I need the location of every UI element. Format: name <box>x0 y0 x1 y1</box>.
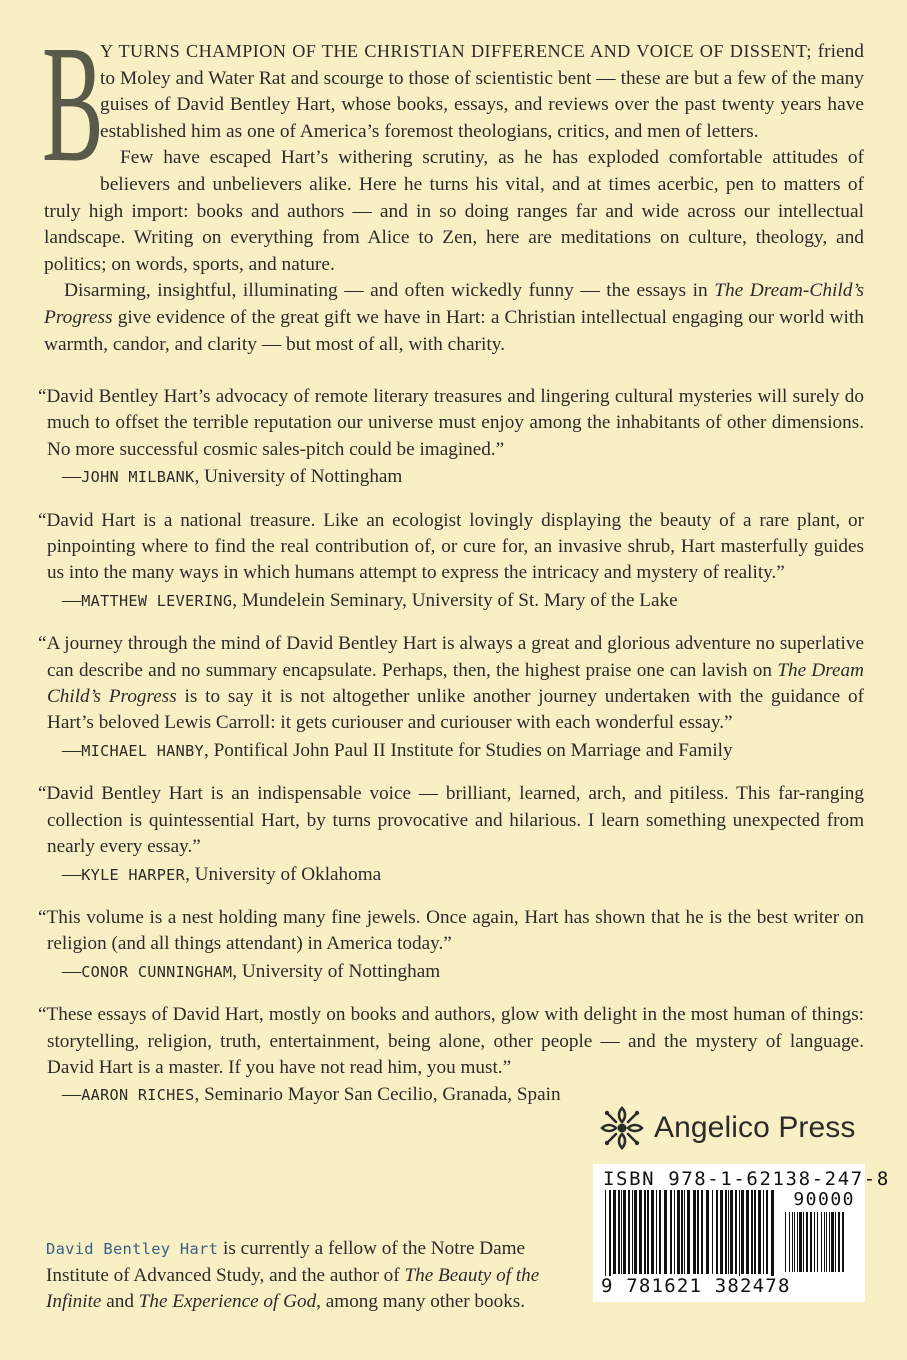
barcode-bar <box>712 1190 713 1274</box>
barcode-bar <box>754 1190 756 1274</box>
barcode-bar <box>623 1190 626 1274</box>
barcode-bar <box>730 1190 733 1274</box>
barcode-bar <box>634 1190 637 1274</box>
intro-paragraph-2: Few have escaped Hart’s withering scrutiny, as he has exploded comfortable attitudes of believers and unbelievers alike. Here he turns his vital, and at times acerbic, pen to matters of truly high import: books and authors — and in so doing ranges far and wide across our intellectual landscape. Writing on everything from Alice to Zen, here are meditations on culture, theology, and politics; on words, sports, and nature. <box>44 147 864 275</box>
barcode-bar <box>674 1190 675 1274</box>
barcode-bar <box>758 1190 761 1274</box>
barcode-bar <box>835 1212 836 1272</box>
author-name: David Bentley Hart <box>46 1240 219 1258</box>
barcode-bar <box>621 1190 622 1274</box>
endorsement-text-b: is to say it is not altogether unlike another journey undertaken with the guidance of Hart’s beloved Lewis Carroll: it gets curiouser and curiouser with each wonderful essay.” <box>47 686 864 734</box>
barcode-bar <box>716 1190 718 1274</box>
book-title: The Dream-Child’s Progress <box>44 280 864 328</box>
bio-text-a: is currently a fellow of the Notre Dame Institute of Advanced Study, and the author of <box>46 1238 526 1286</box>
endorsement <box>38 508 864 615</box>
attribution-dash: — <box>62 960 82 982</box>
endorsement <box>38 781 864 888</box>
barcode-bar <box>803 1212 804 1272</box>
endorsement-text: “This volume is a nest holding many fine jewels. Once again, Hart has shown that he is the best writer on religion (and all things attendant) in America today.” <box>38 906 864 955</box>
barcode-bar <box>763 1190 764 1274</box>
barcode-bar <box>681 1190 683 1274</box>
isbn-barcode <box>593 1164 890 1302</box>
barcode-bar <box>824 1212 825 1272</box>
barcode-bar <box>739 1190 740 1278</box>
endorsement <box>38 631 864 764</box>
barcode-bar <box>771 1190 774 1278</box>
endorser-affiliation: , Mundelein Seminary, University of St. Mary of the Lake <box>232 589 678 611</box>
barcode-bar <box>746 1190 749 1274</box>
barcode-bar <box>677 1190 680 1274</box>
barcode-bar <box>728 1190 729 1274</box>
barcode-bar <box>806 1212 808 1272</box>
intro-paragraph-3-b: give evidence of the great gift we have in Hart: a Christian intellectual engaging our world with warmth, candor, and clarity — but most of all, with charity. <box>44 306 864 355</box>
endorser-affiliation: , University of Nottingham <box>232 960 441 982</box>
bio-book-2: The Experience of God <box>138 1291 317 1313</box>
bio-text-c: , among many other books. <box>316 1291 526 1313</box>
barcode-bar <box>651 1190 654 1274</box>
barcode-bar <box>609 1190 611 1278</box>
endorsement <box>38 1002 864 1109</box>
endorsement-attribution <box>38 959 864 985</box>
ean-number: 9 781621 382478 <box>601 1275 791 1297</box>
barcode-bar <box>659 1190 661 1274</box>
barcode-bar <box>706 1190 709 1274</box>
barcode-bar <box>720 1190 723 1274</box>
barcode-bar <box>829 1212 830 1272</box>
endorsement-text: “David Hart is a national treasure. Like an ecologist lovingly displaying the beauty of a rare plant, or pinpointing where to find the real contribution of, or cure for, an invasive shrub, Hart masterfully guides us into the many ways in which humans attempt to express the intricacy and mystery of reality.” <box>38 509 864 584</box>
barcode-bar <box>725 1190 727 1274</box>
endorsements <box>38 384 864 1126</box>
attribution-dash: — <box>62 739 82 761</box>
endorsement-attribution <box>38 588 864 614</box>
publisher-name: Angelico Press <box>654 1111 856 1144</box>
isbn-number: ISBN 978-1-62138-247-8 <box>603 1168 890 1190</box>
intro-blurb <box>42 11 864 358</box>
barcode-bar <box>656 1190 657 1274</box>
barcode-bar <box>693 1190 696 1274</box>
barcode-bar <box>613 1190 616 1274</box>
attribution-dash: — <box>62 1084 82 1106</box>
barcode-bar <box>792 1212 793 1272</box>
barcode-bar <box>647 1190 649 1274</box>
intro-paragraph-1-text: friend to Moley and Water Rat and scourge to those of scientistic bent — these are but a few of the many guises of David Bentley Hart, whose books, essays, and reviews over the past twenty years have established him as one of America’s foremost theologians, critics, and men of letters. <box>100 41 864 142</box>
barcode-bar <box>751 1190 753 1274</box>
endorser-affiliation: , Seminario Mayor San Cecilio, Granada, Spain <box>194 1084 561 1106</box>
endorser-name: KYLE HARPER <box>81 865 186 884</box>
barcode-bar <box>831 1212 834 1272</box>
endorsement-text-a: “A journey through the mind of David Bentley Hart is always a great and glorious adventure no superlative can describe and no summary encapsulate. Perhaps, then, the highest praise one can lavish on <box>38 633 864 681</box>
barcode-bar <box>797 1212 798 1272</box>
bio-book-1: The Beauty of the Infinite <box>46 1264 540 1313</box>
endorsement-text: “David Bentley Hart is an indispensable voice — brilliant, learned, arch, and pitiless. This far-ranging collection is quintessential Hart, by turns provocative and hilarious. I learn something unexpected from nearly every essay.” <box>38 783 864 858</box>
barcode-bar <box>670 1190 672 1274</box>
barcode-bar <box>697 1190 699 1274</box>
endorsement <box>38 905 864 985</box>
endorsement-attribution <box>38 464 864 490</box>
barcode-bar <box>826 1212 827 1272</box>
barcode-bar <box>785 1212 786 1272</box>
endorser-name: MICHAEL HANBY <box>81 741 204 760</box>
barcode-addon-bars <box>785 1212 847 1278</box>
intro-paragraph-3 <box>44 278 864 358</box>
barcode-bar <box>799 1212 802 1272</box>
fleur-cross-icon <box>594 1100 650 1156</box>
barcode-bar <box>632 1190 633 1274</box>
intro-paragraph-1 <box>44 38 864 145</box>
barcode-bar <box>644 1190 646 1274</box>
drop-cap: B <box>42 11 103 197</box>
barcode-bar <box>687 1190 690 1274</box>
intro-paragraph-3-a: Disarming, insightful, illuminating — and often wickedly funny — the essays in <box>64 280 715 302</box>
barcode-bar <box>789 1212 790 1272</box>
endorser-name: MATTHEW LEVERING <box>81 591 233 610</box>
intro-small-caps: Y TURNS CHAMPION OF THE CHRISTIAN DIFFERENCE AND VOICE OF DISSENT; <box>100 41 812 61</box>
barcode-bar <box>821 1212 822 1272</box>
endorser-affiliation: , University of Nottingham <box>194 466 403 488</box>
bio-text-b: and <box>101 1291 139 1313</box>
barcode-bar <box>741 1190 744 1274</box>
endorsement-book-title: The Dream Child’s Progress <box>47 659 864 708</box>
endorsement-attribution <box>38 862 864 888</box>
barcode-bars <box>605 1190 777 1278</box>
barcode-bar <box>628 1190 630 1274</box>
barcode-bar <box>810 1212 812 1272</box>
barcode-bar <box>639 1190 642 1274</box>
barcode-bar <box>838 1212 840 1272</box>
endorser-name: CONOR CUNNINGHAM <box>81 962 233 981</box>
barcode-bar <box>814 1212 815 1272</box>
endorsement-attribution <box>38 738 864 764</box>
attribution-dash: — <box>62 589 82 611</box>
barcode-bar <box>605 1190 606 1278</box>
price-code: 90000 <box>793 1189 855 1210</box>
endorsement-text: “These essays of David Hart, mostly on books and authors, glow with delight in the most human of things: storytelling, religion, truth, entertainment, being alone, other people — and the mystery of language. David Hart is a master. If you have not read him, you must.” <box>38 1004 864 1078</box>
endorsement-text: “David Bentley Hart’s advocacy of remote literary treasures and lingering cultural mysteries will surely do much to offset the terrible reputation our universe must enjoy among the inhabitants of other dimensions. No more successful cosmic sales-pitch could be imagined.” <box>38 386 864 460</box>
endorsement <box>38 384 864 491</box>
publisher-logo <box>594 1100 864 1156</box>
barcode-bar <box>842 1212 844 1272</box>
endorser-affiliation: , Pontifical John Paul II Institute for Studies on Marriage and Family <box>203 739 733 761</box>
barcode-bar <box>735 1190 737 1274</box>
endorser-name: JOHN MILBANK <box>81 468 195 487</box>
barcode-bar <box>701 1190 703 1274</box>
endorser-name: AARON RICHES <box>81 1086 195 1105</box>
endorsement-text <box>38 631 864 737</box>
barcode-bar <box>766 1190 768 1274</box>
barcode-bar <box>684 1190 685 1274</box>
author-bio <box>46 1236 576 1316</box>
attribution-dash: — <box>62 863 82 885</box>
endorser-affiliation: , University of Oklahoma <box>185 863 382 885</box>
barcode-bar <box>664 1190 667 1274</box>
barcode-bar <box>817 1212 818 1272</box>
barcode-bar <box>618 1190 620 1274</box>
barcode-bar <box>794 1212 795 1272</box>
attribution-dash: — <box>62 466 82 488</box>
